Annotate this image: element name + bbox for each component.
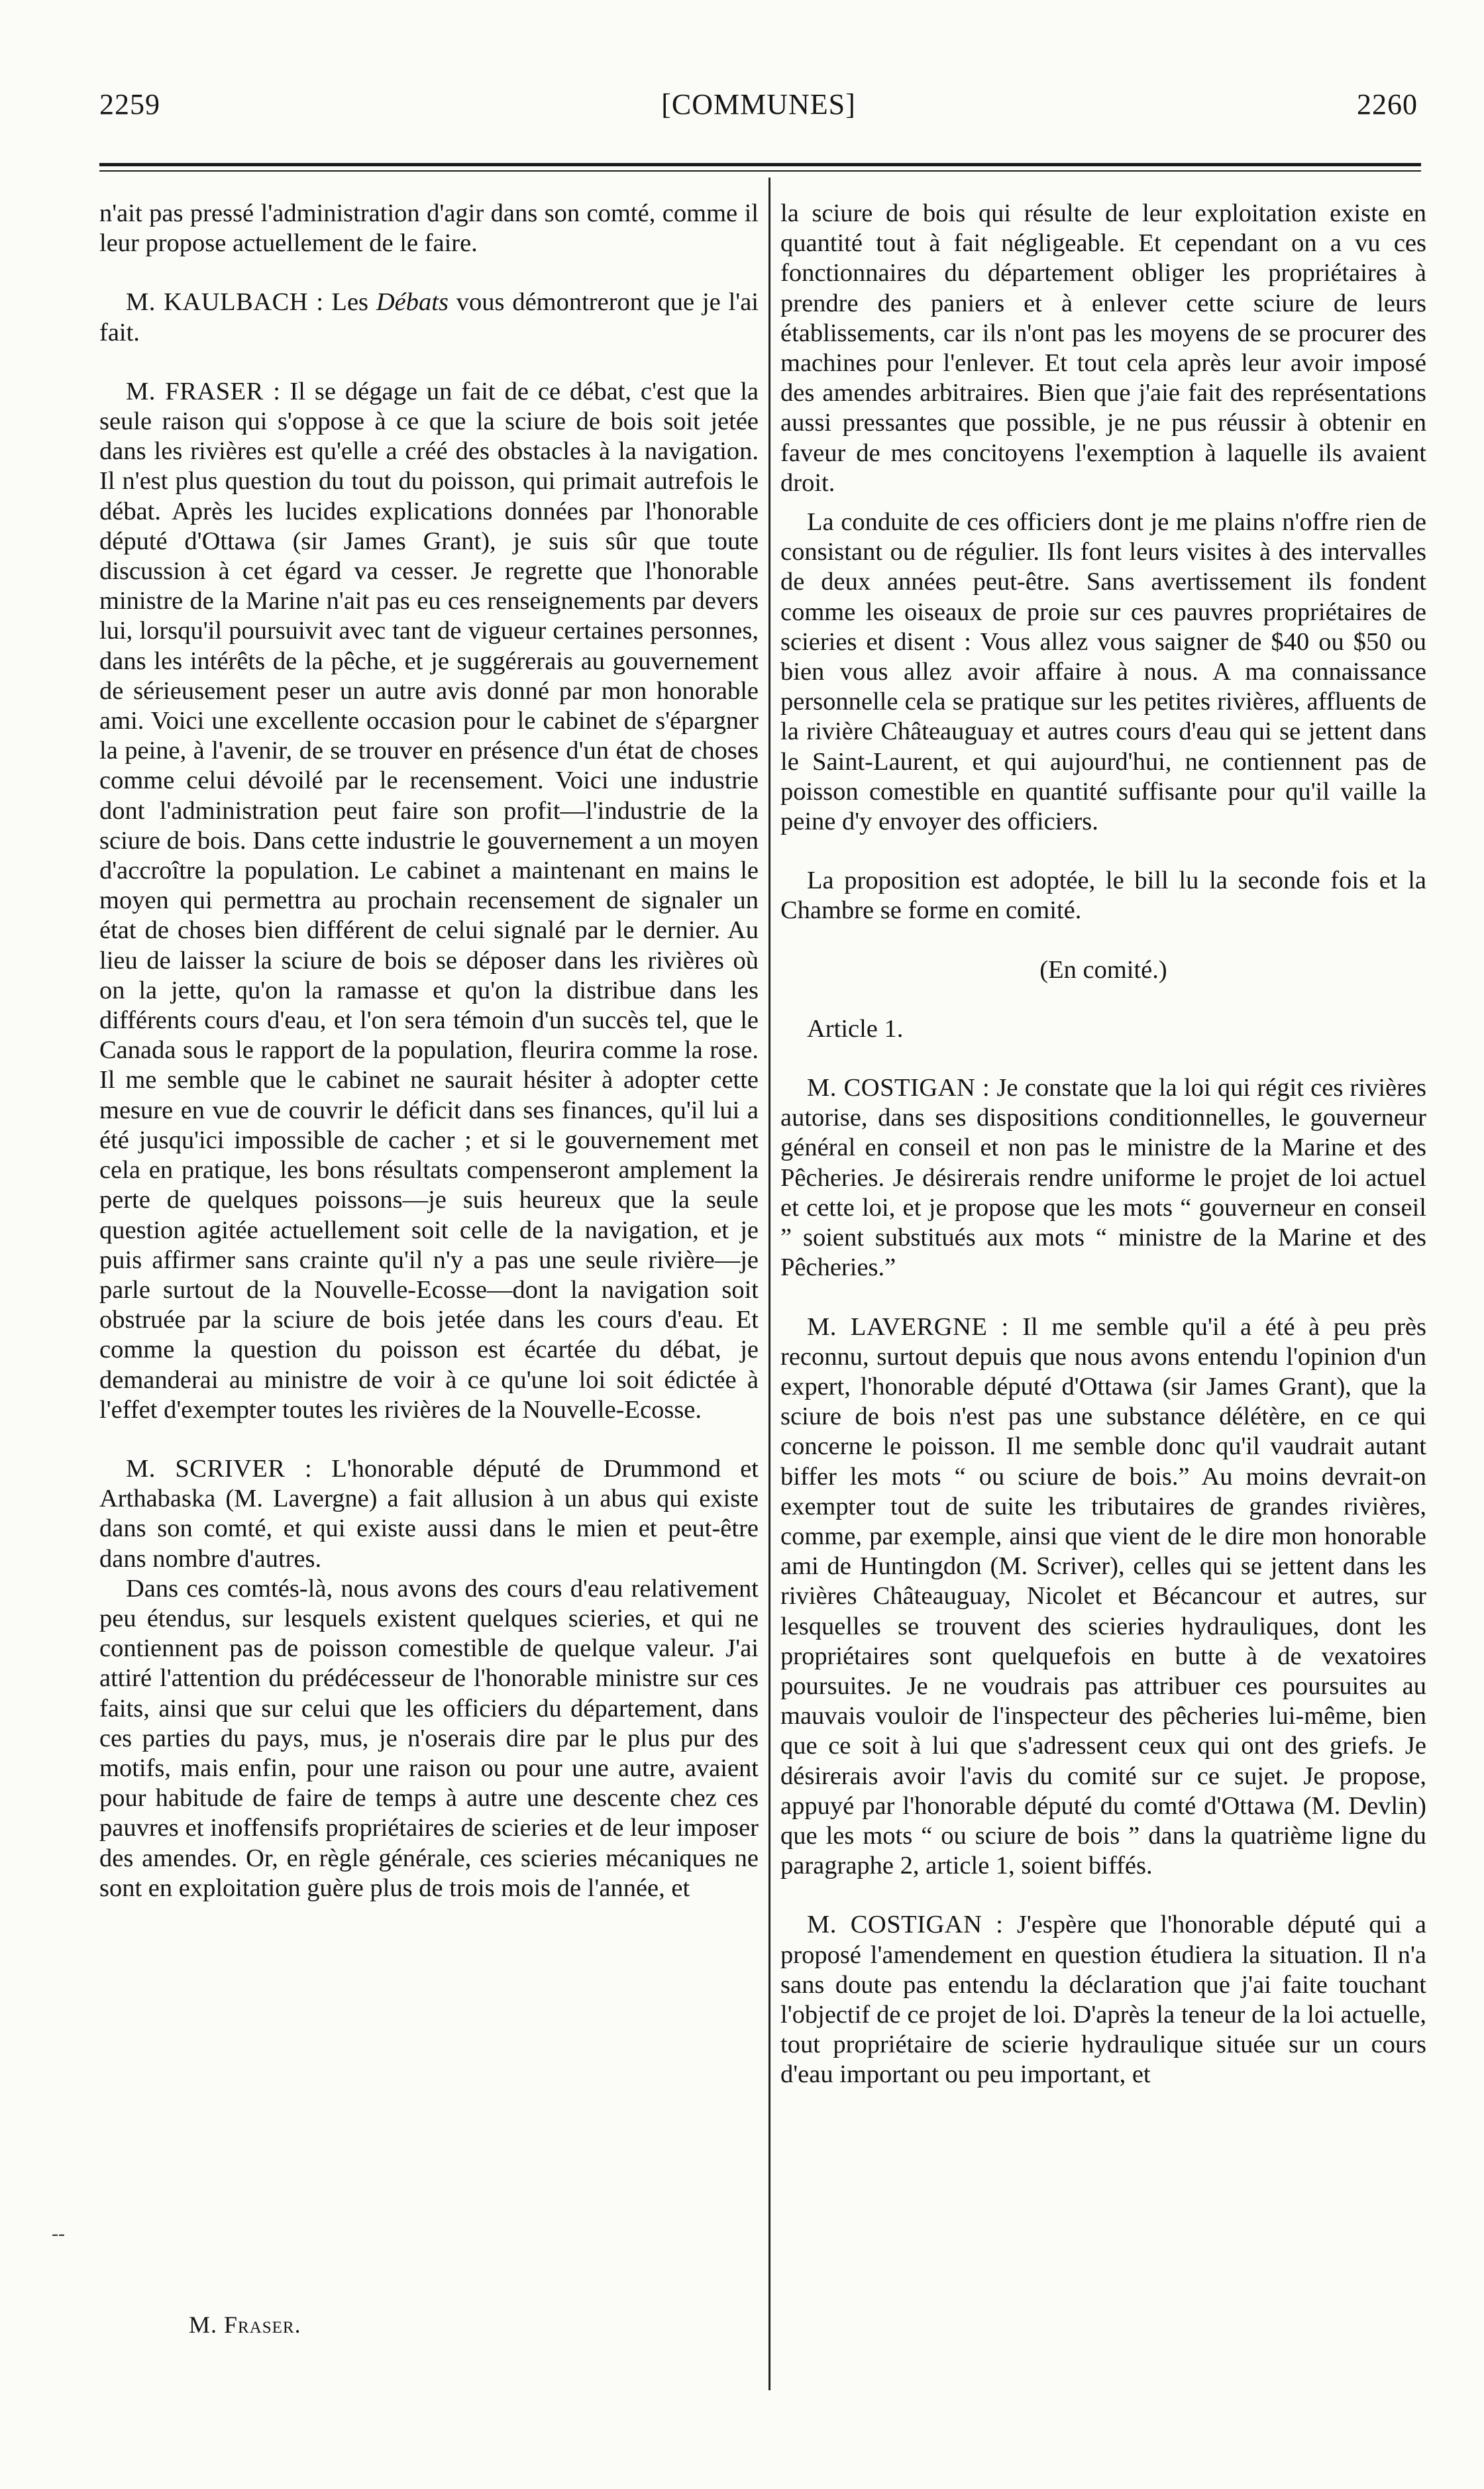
paragraph-text: Il se dégage un fait de ce débat, c'est que la seule raison qui s'oppose à ce que la sciure de bois soit jetée dans les rivières est qu'elle a créé des obstacles à la navigation. Il n'est plus question du tout du poisson, qui primait autrefois le débat. Après les lucides explications données par l'honorable député d'Ottawa (sir James Grant), je suis sûr que toute discussion à cet égard va cesser. Je regrette que l'honorable ministre de la Marine n'ait pas eu ces renseignements par devers lui, lorsqu'il poursuivit avec tant de vigueur certaines personnes, dans les intérêts de la pêche, et je suggérerais au gouvernement de sérieusement peser un autre avis donné par mon honorable ami. Voici une excellente occasion pour le cabinet de s'épargner la peine, à l'avenir, de se trouver en présence d'un état de choses comme celui dévoilé par le recensement. Voici une industrie dont l'administration peut faire son profit—l'industrie de la sciure de bois. Dans cette industrie le gouvernement a un moyen d'accroître la population. Le cabinet a maintenant en mains le moyen qui permettra au prochain recensement de signaler un état de choses bien différent de celui signalé par le dernier. Au lieu de laisser la sciure de bois se déposer dans les rivières où on la jette, qu'on la ramasse et qu'on la distribue dans les différents cours d'eau, et l'on sera témoin d'un succès tel, que le Canada sous le rapport de la population, fleurira comme la rose. Il me semble que le cabinet ne saurait hésiter à adopter cette mesure en vue de couvrir le déficit dans ses finances, qu'il lui a été jusqu'ici impossible de cacher ; et si le gouvernement met cela en pratique, les bons résultats compenseront amplement la perte de quelques poissons—je suis heureux que la seule question agitée actuellement soit celle de la navigation, et je puis affirmer sans crainte qu'il n'y a pas une seule rivière—je parle surtout de la Nouvelle-Ecosse—dont la navigation soit obstruée par la sciure de bois jetée dans les cours d'eau. Et comme la question du poisson est écartée du débat, je demanderai au ministre de voir à ce qu'une loi soit édictée à l'effet d'exempter toutes les rivières de la Nouvelle-Ecosse. xyxy=(99,377,759,1424)
italic-text: Débats xyxy=(376,288,449,317)
paragraph: Dans ces comtés-là, nous avons des cours d'eau relativement peu étendus, sur lesquels existent quelques scieries, et qui ne contiennent pas de poisson comestible de quelque valeur. J'ai attiré l'attention du prédécesseur de l'honorable ministre sur ces faits, ainsi que sur celui que les officiers du département, dans ces parties du pays, mus, je n'oserais dire par le plus pur des motifs, mais enfin, pour une raison ou pour une autre, avaient pour habitude de faire de temps à autre une descente chez ces pauvres et inoffensifs propriétaires de scieries et de leur imposer des amendes. Or, en règle générale, ces scieries mécaniques ne sont en exploitation guère plus de trois mois de l'année, et xyxy=(99,1574,759,1902)
paragraph-text: vous démontreront que je l'ai fait. xyxy=(99,288,759,346)
page-number-left: 2259 xyxy=(99,88,160,121)
paragraph: La proposition est adoptée, le bill lu la seconde fois et la Chambre se forme en comité. xyxy=(780,867,1426,925)
speaker-name: M. LAVERGNE : xyxy=(807,1312,1009,1341)
speaker-name: M. SCRIVER : xyxy=(126,1454,313,1483)
section-heading: (En comité.) xyxy=(1039,955,1167,984)
page-number-right: 2260 xyxy=(1357,88,1418,121)
page-header xyxy=(99,87,1418,127)
article-label: Article 1. xyxy=(807,1014,904,1043)
paragraph-text: Je constate que la loi qui régit ces rivières autorise, dans ses dispositions conditionnelles, le gouverneur général en conseil et non pas le ministre de la Marine et des Pêcheries. Je désirerais rendre uniforme le projet de loi actuel et cette loi, et je propose que les mots “ gouverneur en conseil ” soient substitués aux mots “ ministre de la Marine et des Pêcheries.” xyxy=(780,1074,1427,1282)
right-column xyxy=(780,199,1426,2090)
paragraph-text: L'honorable député de Drummond et Arthabaska (M. Lavergne) a fait allusion à un abus qui existe dans son comté, et qui existe aussi dans le mien et peut-être dans nombre d'autres. xyxy=(99,1454,759,1573)
paragraph-text: J'espère que l'honorable député qui a proposé l'amendement en question étudiera la situation. Il n'a sans doute pas entendu la déclaration que j'ai faite touchant l'objectif de ce projet de loi. D'après la teneur de la loi actuelle, tout propriétaire de scierie hydraulique située sur un cours d'eau important ou peu important, et xyxy=(780,1911,1427,2089)
margin-mark: -- xyxy=(52,2223,65,2245)
paragraph: La conduite de ces officiers dont je me plains n'offre rien de consistant ou de régulier. Ils font leurs visites à des intervalles de deux années peut-être. Sans avertissement ils fondent comme les oiseaux de proie sur ces pauvres propriétaires de scieries et disent : Vous allez vous saigner de $40 ou $50 ou bien vous allez avoir affaire à nous. A ma connaissance personnelle cela se pratique sur les petites rivières, affluents de la rivière Châteauguay et autres cours d'eau qui se jettent dans le Saint-Laurent, et qui aujourd'hui, ne contiennent pas de poisson comestible en quantité suffisante pour qu'il vaille la peine d'y envoyer des officiers. xyxy=(780,508,1426,836)
speaker-name: M. KAULBACH : xyxy=(126,288,324,317)
paragraph-costigan xyxy=(780,1073,1426,1283)
column-divider xyxy=(768,178,770,2390)
paragraph-costigan-2 xyxy=(780,1910,1426,2090)
paragraph: la sciure de bois qui résulte de leur exploitation existe en quantité tout à fait négligeable. Et cependant on a vu ces fonctionnaires du département obliger les propriétaires à prendre des paniers et à enlever cette sciure de leurs établissements, car ils n'ont pas les moyens de se procurer des machines pour l'enlever. Et tout cela après leur avoir imposé des amendes arbitraires. Bien que j'aie fait des représentations aussi pressantes que possible, je ne pus réussir à obtenir en faveur de mes concitoyens l'exemption à laquelle ils avaient droit. xyxy=(780,199,1426,497)
speaker-name: M. COSTIGAN : xyxy=(807,1074,990,1102)
left-column xyxy=(99,199,759,1903)
paragraph-kaulbach xyxy=(99,288,759,347)
header-rule-thin xyxy=(99,170,1421,172)
paragraph-text: Il me semble qu'il a été à peu près reconnu, surtout depuis que nous avons entendu l'opinion d'un expert, l'honorable député d'Ottawa (sir James Grant), que la sciure de bois n'est pas une substance délétère, en ce qui concerne le poisson. Il me semble donc qu'il vaudrait autant biffer les mots “ ou sciure de bois.” Au moins devrait-on exempter tout de suite les tributaires de grandes rivières, comme, par exemple, ainsi que vient de le dire mon honorable ami de Huntingdon (M. Scriver), celles qui se jettent dans les rivières Châteauguay, Nicolet et Bécancour et autres, sur lesquelles se trouvent des scieries hydrauliques, dont les propriétaires sont quelquefois en butte à de vexatoires poursuites. Je ne voudrais pas attribuer ces poursuites au mauvais vouloir de l'inspecteur des pêcheries lui-même, bien que ce soit à lui que s'adressent ceux qui ont des griefs. Je désirerais avoir l'avis du comité sur ce sujet. Je propose, appuyé par l'honorable député du comté d'Ottawa (M. Devlin) que les mots “ ou sciure de bois ” dans la quatrième ligne du paragraphe 2, article 1, soient biffés. xyxy=(780,1312,1426,1880)
paragraph-fraser xyxy=(99,377,759,1425)
paragraph-text: Les xyxy=(323,288,376,317)
paragraph-lavergne xyxy=(780,1312,1426,1881)
header-rule-thick xyxy=(99,163,1421,166)
paragraph: n'ait pas pressé l'administration d'agir dans son comté, comme il leur propose actuellement de le faire. xyxy=(99,199,759,258)
running-title: [COMMUNES] xyxy=(661,88,856,121)
speaker-name: M. FRASER : xyxy=(126,377,281,405)
speaker-name: M. COSTIGAN : xyxy=(807,1911,1004,1939)
footer-speaker-note: M. Fraser. xyxy=(189,2311,301,2338)
paragraph-scriver xyxy=(99,1454,759,1574)
